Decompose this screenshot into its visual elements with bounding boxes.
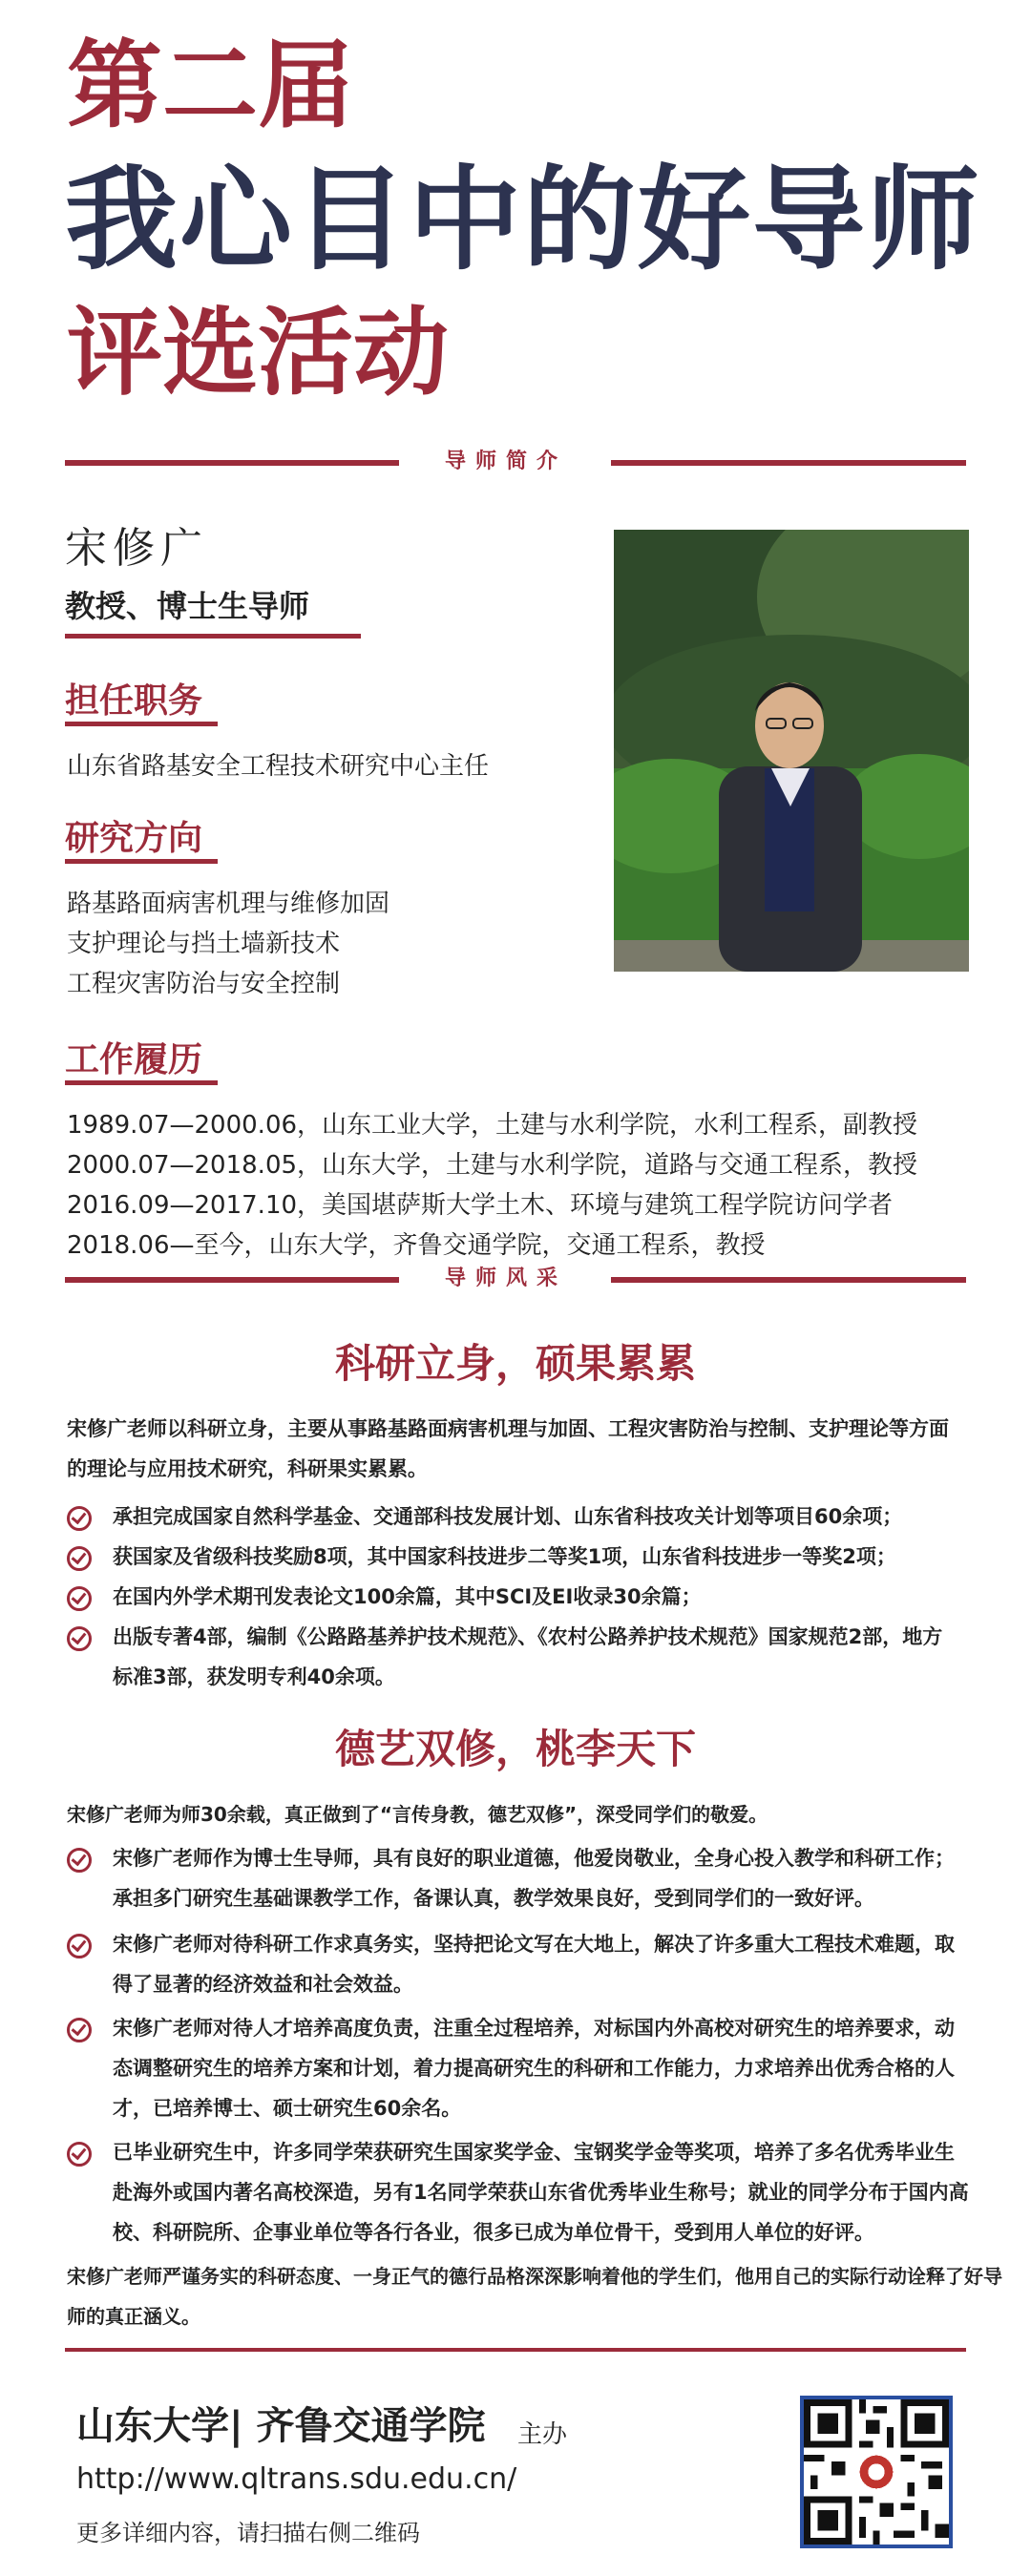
check-icon [67, 1626, 92, 1651]
divider-left [65, 1277, 399, 1283]
research-intro-line: 的理论与应用技术研究，科研果实累累。 [67, 1457, 428, 1480]
profile-title: 教授、博士生导师 [65, 588, 310, 624]
divider-left [65, 460, 399, 466]
footer-url[interactable]: http://www.qltrans.sdu.edu.cn/ [76, 2462, 517, 2496]
footer-org: 山东大学| 齐鲁交通学院 [76, 2404, 486, 2448]
section-label-intro: 导师简介 [444, 450, 567, 473]
teaching-list-item-cont: 态调整研究生的培养方案和计划，着力提高研究生的科研和工作能力，力求培养出优秀合格的人 [113, 2057, 955, 2080]
teaching-list-item: 宋修广老师对待科研工作求真务实，坚持把论文写在大地上，解决了许多重大工程技术难题，取 [113, 1933, 955, 1956]
research-motto: 科研立身，硕果累累 [334, 1340, 696, 1387]
portrait-illustration [614, 530, 969, 972]
career-heading: 工作履历 [65, 1040, 203, 1079]
qr-pattern [804, 2399, 949, 2545]
teaching-motto: 德艺双修，桃李天下 [334, 1726, 696, 1772]
research-item: 支护理论与挡土墙新技术 [67, 930, 341, 958]
research-item: 工程灾害防治与安全控制 [67, 970, 341, 998]
check-icon [67, 1546, 92, 1571]
career-item: 2018.06—至今，山东大学，齐鲁交通学院，交通工程系，教授 [67, 1231, 766, 1260]
qr-code[interactable] [800, 2396, 953, 2548]
divider-right [611, 460, 966, 466]
position-heading: 担任职务 [65, 681, 203, 721]
career-underline [65, 1080, 218, 1085]
career-item: 2000.07—2018.05，山东大学，土建与水利学院，道路与交通工程系，教授 [67, 1151, 918, 1180]
position-underline [65, 722, 218, 726]
research-item: 路基路面病害机理与维修加固 [67, 890, 390, 918]
research-list-item: 承担完成国家自然科学基金、交通部科技发展计划、山东省科技攻关计划等项目60余项； [113, 1505, 903, 1528]
check-icon [67, 1586, 92, 1611]
divider-right [611, 1277, 966, 1283]
teaching-closing-line: 师的真正涵义。 [67, 2305, 200, 2328]
profile-name: 宋修广 [65, 524, 208, 573]
career-item: 2016.09—2017.10，美国堪萨斯大学土木、环境与建筑工程学院访问学者 [67, 1191, 894, 1220]
check-icon [67, 1506, 92, 1531]
check-icon [67, 2142, 92, 2167]
research-list-item: 获国家及省级科技奖励8项，其中国家科技进步二等奖1项，山东省科技进步一等奖2项； [113, 1545, 896, 1568]
career-item: 1989.07—2000.06，山东工业大学，土建与水利学院，水利工程系，副教授 [67, 1111, 918, 1140]
teaching-list-item-cont: 校、科研院所、企事业单位等各行各业，很多已成为单位骨干，受到用人单位的好评。 [113, 2221, 874, 2244]
teaching-list-item: 宋修广老师对待人才培养高度负责，注重全过程培养，对标国内外高校对研究生的培养要求，动 [113, 2017, 955, 2040]
research-list-item: 在国内外学术期刊发表论文100余篇，其中SCI及EI收录30余篇； [113, 1585, 702, 1608]
check-icon [67, 2018, 92, 2042]
research-heading: 研究方向 [65, 819, 203, 858]
title-line-1: 第二届 [67, 30, 353, 141]
title-line-2: 我心目中的好导师 [65, 154, 982, 285]
footer-divider [65, 2348, 966, 2352]
research-list-item: 出版专著4部，编制《公路路基养护技术规范》、《农村公路养护技术规范》国家规范2部，地方 [113, 1625, 943, 1648]
research-list-item-cont: 标准3部，获发明专利40余项。 [113, 1665, 395, 1688]
teaching-list-item-cont: 才，已培养博士、硕士研究生60余名。 [113, 2097, 462, 2120]
portrait-photo [614, 530, 969, 972]
check-icon [67, 1848, 92, 1873]
section-label-style: 导师风采 [444, 1267, 567, 1290]
teaching-closing-line: 宋修广老师严谨务实的科研态度、一身正气的德行品格深深影响着他的学生们，他用自己的实际行动诠释了好导 [67, 2265, 1002, 2288]
check-icon [67, 1934, 92, 1958]
teaching-list-item-cont: 得了显著的经济效益和社会效益。 [113, 1973, 413, 1996]
footer-note: 更多详细内容，请扫描右侧二维码 [76, 2520, 420, 2546]
research-underline [65, 859, 218, 864]
position-text: 山东省路基安全工程技术研究中心主任 [67, 752, 490, 781]
profile-underline [65, 634, 361, 639]
research-intro-line: 宋修广老师以科研立身，主要从事路基路面病害机理与加固、工程灾害防治与控制、支护理论等方面 [67, 1417, 949, 1440]
footer-host: 主办 [517, 2420, 568, 2449]
teaching-intro: 宋修广老师为师30余载，真正做到了“言传身教，德艺双修”，深受同学们的敬爱。 [67, 1803, 768, 1826]
title-line-3: 评选活动 [67, 297, 449, 408]
teaching-list-item: 已毕业研究生中，许多同学荣获研究生国家奖学金、宝钢奖学金等奖项，培养了多名优秀毕业生 [113, 2141, 955, 2164]
teaching-list-item-cont: 赴海外或国内著名高校深造，另有1名同学荣获山东省优秀毕业生称号；就业的同学分布于国内高 [113, 2181, 969, 2204]
teaching-list-item-cont: 承担多门研究生基础课教学工作，备课认真，教学效果良好，受到同学们的一致好评。 [113, 1887, 874, 1910]
teaching-list-item: 宋修广老师作为博士生导师，具有良好的职业道德，他爱岗敬业，全身心投入教学和科研工作； [113, 1847, 955, 1870]
